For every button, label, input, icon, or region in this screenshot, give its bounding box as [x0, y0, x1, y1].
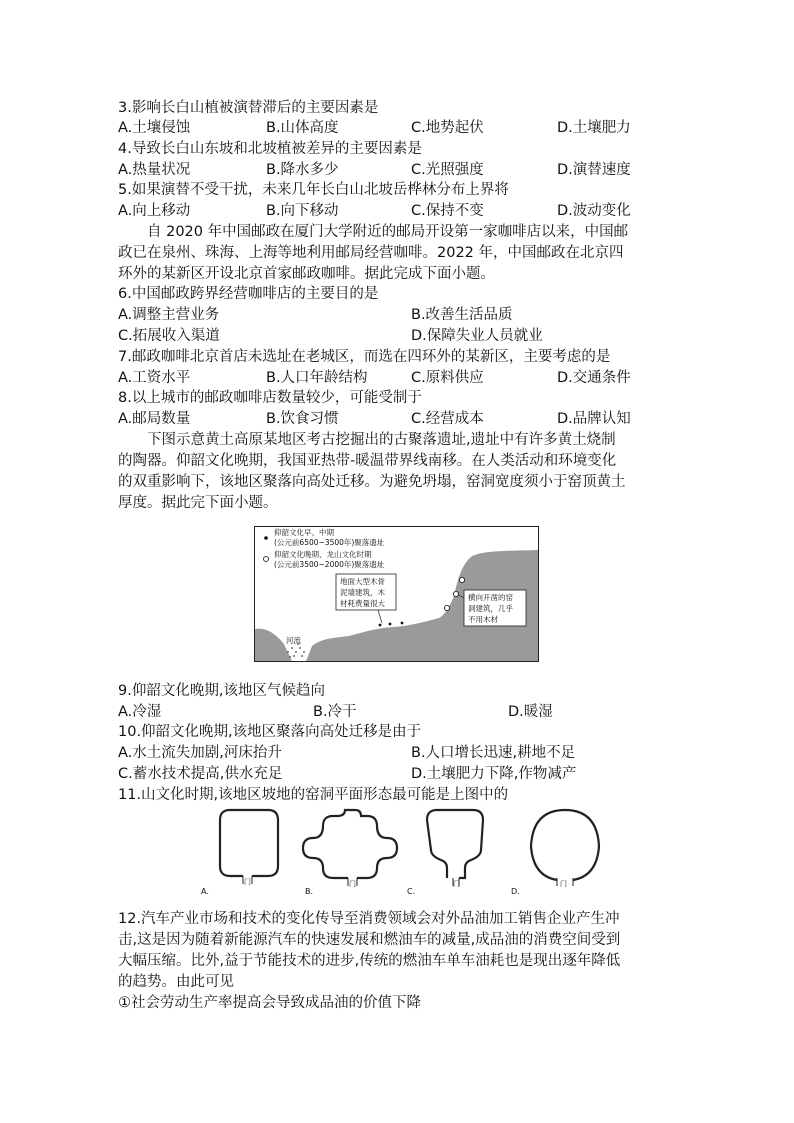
q7-option-c: C.原料供应 — [411, 370, 484, 386]
legend-early-line: 仰韶文化早、中期 — [274, 528, 334, 537]
q8-option-c: C.经营成本 — [411, 411, 484, 427]
q6-option-c: C.拓展收入渠道 — [118, 328, 220, 344]
plan-label-a: A. — [201, 887, 209, 896]
q5-option-d: D.波动变化 — [557, 203, 631, 219]
q8-option-b: B.饮食习惯 — [266, 411, 339, 427]
passage-1-line: 环外的某新区开设北京首家邮政咖啡。据此完成下面小题。 — [118, 266, 495, 282]
q9-option-a: A.冷湿 — [118, 704, 162, 720]
passage-1-line: 政已在泉州、珠海、上海等地利用邮局经营咖啡。2022 年，中国邮政在北京四 — [118, 245, 624, 261]
passage-2-line: 下图示意黄土高原某地区考古挖掘出的古聚落遗址,遗址中有许多黄土烧制 — [118, 432, 616, 448]
question-8-stem: 8.以上城市的邮政咖啡店数量较少，可能受制于 — [118, 390, 422, 406]
late-settlement-marker-icon — [264, 557, 269, 562]
q3-option-a: A.土壤侵蚀 — [118, 120, 191, 136]
q5-option-c: C.保持不变 — [411, 203, 484, 219]
question-11-stem: 11.山文化时期,该地区坡地的窑洞平面形态最可能是上图中的 — [118, 787, 509, 803]
legend-late-line: (公元前3500~2000年)聚落遗址 — [274, 560, 385, 569]
q4-option-d: D.演替速度 — [557, 162, 631, 178]
q9-option-d: D.暖湿 — [508, 704, 553, 720]
q4-option-b: B.降水多少 — [266, 162, 339, 178]
callout-cave-line: 横向开凿的窑 — [468, 593, 513, 602]
plan-label-d: D. — [511, 887, 520, 896]
q4-option-c: C.光照强度 — [411, 162, 484, 178]
door-label: 门 — [453, 880, 460, 888]
question-12-line: 击,这是因为随着新能源汽车的快速发展和燃油车的减量,成品油的消费空间受到 — [118, 932, 621, 948]
passage-2-line: 的双重影响下，该地区聚落向高处迁移。为避免坍塌，窑洞宽度须小于窑顶黄土 — [118, 474, 626, 490]
late-settlement-circle — [459, 577, 464, 582]
question-6-stem: 6.中国邮政跨界经营咖啡店的主要目的是 — [118, 286, 379, 302]
passage-1-line: 自 2020 年中国邮政在厦门大学附近的邮局开设第一家咖啡店以来，中国邮 — [118, 224, 629, 240]
question-10-stem: 10.仰韶文化晚期,该地区聚落向高处迁移是由于 — [118, 724, 422, 740]
question-4-stem: 4.导致长白山东坡和北坡植被差异的主要因素是 — [118, 141, 422, 157]
q8-option-d: D.品牌认知 — [557, 411, 631, 427]
q5-option-a: A.向上移动 — [118, 203, 191, 219]
q10-option-c: C.蓄水技术提高,供水充足 — [118, 766, 283, 782]
question-5-stem: 5.如果演替不受干扰，未来几年长白山北坡岳桦林分布上界将 — [118, 182, 509, 198]
river-label: 河流 — [286, 636, 301, 645]
q8-option-a: A.邮局数量 — [118, 411, 191, 427]
q5-option-b: B.向下移动 — [266, 203, 339, 219]
callout-cave-line: 不用木材 — [468, 615, 498, 624]
q9-option-b: B.冷干 — [313, 704, 357, 720]
door-label: 门 — [560, 880, 567, 888]
legend-early-line: (公元前6500~3500年)聚落遗址 — [274, 538, 385, 547]
legend-late-line: 仰韶文化晚期、龙山文化时期 — [274, 550, 372, 559]
q10-option-d: D.土壤肥力下降,作物减产 — [411, 766, 577, 782]
q6-option-b: B.改善生活品质 — [411, 307, 513, 323]
plan-label-b: B. — [305, 887, 314, 896]
q10-option-b: B.人口增长迅速,耕地不足 — [411, 745, 576, 761]
callout-cave-line: 洞建筑，几乎 — [468, 604, 513, 613]
early-settlement-dot — [379, 624, 382, 627]
question-7-stem: 7.邮政咖啡北京首店未选址在老城区，而选在四环外的某新区，主要考虑的是 — [118, 349, 611, 365]
q3-option-d: D.土壤肥力 — [557, 120, 631, 136]
early-settlement-dot — [389, 623, 392, 626]
q4-option-a: A.热量状况 — [118, 162, 191, 178]
passage-2-line: 厚度。据此完下面小题。 — [118, 495, 278, 511]
settlement-profile-figure — [254, 526, 539, 662]
late-settlement-circle — [444, 605, 449, 610]
question-12-line: 大幅压缩。比外,益于节能技术的进步,传统的燃油车单车油耗也是现出逐年降低 — [118, 953, 621, 969]
q7-option-b: B.人口年龄结构 — [266, 370, 368, 386]
q3-option-b: B.山体高度 — [266, 120, 339, 136]
door-label: 门 — [349, 880, 356, 888]
late-settlement-circle — [453, 591, 458, 596]
question-12-line: 的趋势。由此可见 — [118, 974, 234, 990]
q7-option-a: A.工资水平 — [118, 370, 191, 386]
passage-2-line: 的陶器。仰韶文化晚期，我国亚热带-暖温带界线南移。在人类活动和环境变化 — [118, 453, 617, 469]
question-12-line: 12.汽车产业市场和技术的变化传导至消费领域会对外品油加工销售企业产生冲 — [118, 911, 620, 927]
question-3-stem: 3.影响长白山植被演替滞后的主要因素是 — [118, 100, 379, 116]
cave-plan-b — [303, 810, 397, 878]
cave-plan-a — [220, 810, 278, 876]
q6-option-d: D.保障失业人员就业 — [411, 328, 543, 344]
question-9-stem: 9.仰韶文化晚期,该地区气候趋向 — [118, 683, 325, 699]
cave-plan-figure — [195, 806, 605, 898]
q7-option-d: D.交通条件 — [557, 370, 631, 386]
q6-option-a: A.调整主营业务 — [118, 307, 220, 323]
early-settlement-marker-icon — [264, 536, 268, 540]
plan-label-c: C. — [407, 887, 416, 896]
q10-option-a: A.水土流失加剧,河床抬升 — [118, 745, 282, 761]
door-label: 门 — [244, 878, 251, 886]
cave-plan-c — [427, 810, 483, 878]
callout-timber-line: 材耗费量很大 — [340, 599, 385, 608]
question-12-statement-1: ①社会劳动生产率提高会导致成品油的价值下降 — [118, 995, 421, 1011]
q3-option-c: C.地势起伏 — [411, 120, 484, 136]
callout-timber-line: 泥墙建筑，木 — [340, 588, 385, 597]
early-settlement-dot — [401, 622, 404, 625]
callout-timber-line: 地面大型木骨 — [340, 577, 385, 586]
cave-plan-d — [531, 810, 599, 880]
